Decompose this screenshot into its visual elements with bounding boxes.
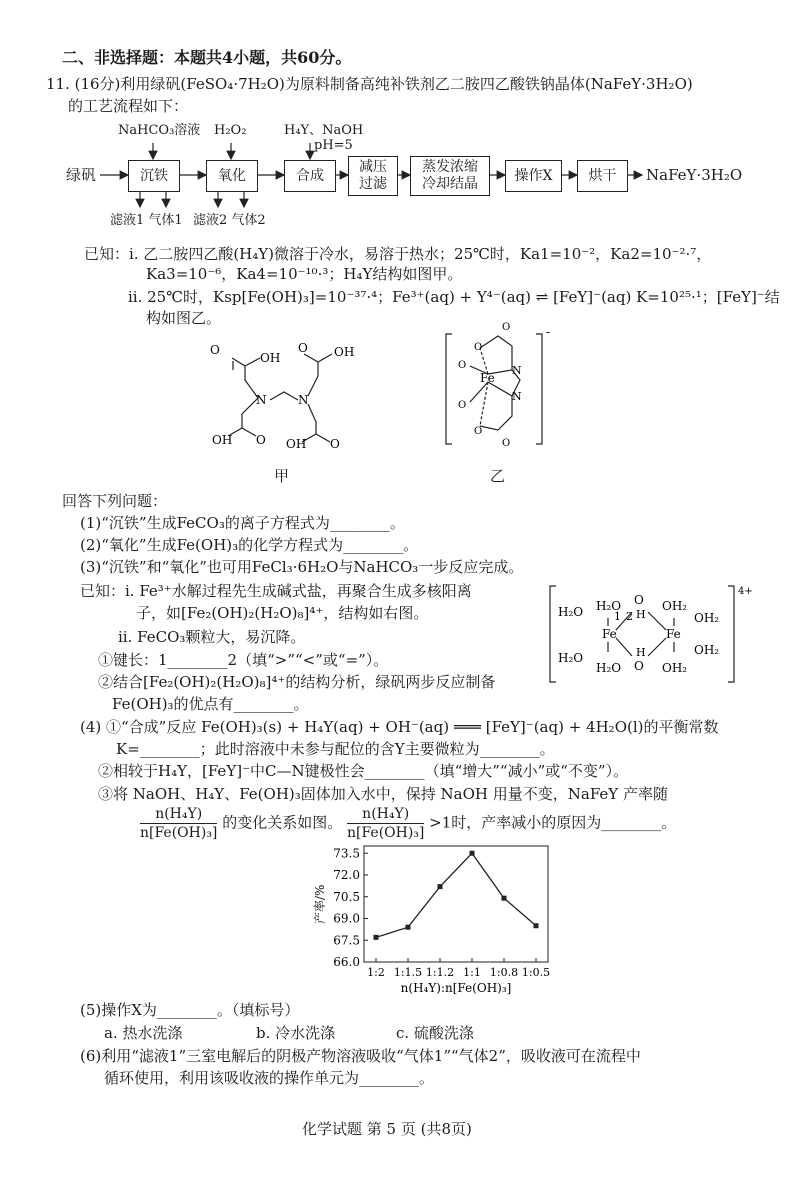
ratio-fraction-2-num: n(H₄Y) — [347, 805, 424, 824]
h4y-n-right: N — [298, 393, 309, 407]
fey-charge: - — [546, 325, 551, 339]
question-4-line4: ③将 NaOH、H₄Y、Fe(OH)₃固体加入水中，保持 NaOH 用量不变，NaFeY 产率随 — [98, 785, 668, 803]
flow-step-operation-x-label: 操作X — [514, 167, 553, 184]
flow-output-filtrate1-gas1: 滤液1 气体1 — [110, 213, 183, 228]
h4y-n-left: N — [256, 393, 267, 407]
flow-reagent-h2o2: H₂O₂ — [214, 123, 247, 138]
chart-data-point — [502, 896, 507, 901]
flow-step-vacuum-filter-line2: 过滤 — [359, 176, 387, 192]
chart-data-point — [534, 923, 539, 928]
figure-label-yi: 乙 — [490, 467, 506, 485]
question-2: (2)“氧化”生成Fe(OH)₃的化学方程式为________。 — [80, 536, 419, 554]
question-5-option-b: b. 冷水洗涤 — [256, 1024, 336, 1042]
flow-start-material: 绿矾 — [66, 166, 97, 184]
chart-x-axis-label: n(H₄Y):n[Fe(OH)₃] — [400, 981, 512, 995]
question-3: (3)“沉铁”和“氧化”也可用FeCl₃·6H₂O与NaHCO₃一步反应完成。 — [80, 558, 524, 576]
fey-o-1: O — [474, 342, 483, 353]
question-3-known-line3: ii. FeCO₃颗粒大，易沉降。 — [118, 628, 306, 646]
structure-h4y — [200, 340, 380, 450]
chart-x-tick-label: 1:0.8 — [489, 966, 519, 979]
structure-fey-complex — [440, 316, 560, 454]
page-footer: 化学试题 第 5 页 (共8页) — [302, 1120, 472, 1138]
fe2-h2o-3: H₂O — [558, 651, 584, 665]
fe2-h2o-1: H₂O — [558, 605, 584, 619]
chart-x-tick-label: 1:1 — [463, 966, 481, 979]
chart-x-tick-label: 1:2 — [367, 966, 385, 979]
h4y-oh-3: OH — [334, 345, 355, 359]
known-ii-line1: ii. 25℃时，Ksp[Fe(OH)₃]=10⁻³⁷·⁴；Fe³⁺(aq) + Y⁴⁻(aq) ⇌ [FeY]⁻(aq) K=10²⁵·¹；[FeY]⁻结 — [128, 288, 780, 306]
question-3-known-line1: 已知：i. Fe³⁺水解过程先生成碱式盐，再聚合生成多核阳离 — [80, 582, 472, 600]
fe2-h-bottom: H — [636, 646, 646, 659]
fe2-oh2-1: OH₂ — [662, 599, 688, 613]
question-4-line5-text-b: >1时，产率减小的原因为________。 — [429, 813, 677, 832]
fe2-h-top: H — [636, 608, 646, 621]
ratio-fraction-2 — [347, 805, 424, 842]
fey-o-bottom: O — [502, 438, 511, 449]
flow-step-synthesize — [284, 160, 336, 192]
flow-step-dry-label: 烘干 — [588, 167, 617, 184]
flow-product: NaFeY·3H₂O — [646, 166, 743, 184]
known-ii-line2: 构如图乙。 — [146, 309, 222, 327]
chart-y-tick-label: 72.0 — [333, 868, 360, 882]
flow-step-synthesize-label: 合成 — [296, 167, 324, 184]
question-4-line2: K=________；此时溶液中未参与配位的含Y主要微粒为________。 — [116, 740, 555, 758]
flow-reagent-nahco3: NaHCO₃溶液 — [118, 123, 201, 138]
flow-step-precipitate-label: 沉铁 — [140, 167, 168, 184]
chart-data-point — [374, 935, 379, 940]
question-1: (1)“沉铁”生成FeCO₃的离子方程式为________。 — [80, 514, 405, 532]
chart-y-tick-label: 67.5 — [333, 933, 360, 948]
figure-label-jia: 甲 — [274, 467, 290, 485]
fe2-o-top: O — [634, 593, 644, 607]
question-6-line1: (6)利用“滤液1”三室电解后的阴极产物溶液吸收“气体1”“气体2”，吸收液可在流程中 — [80, 1047, 641, 1065]
fe2-h2o-4: H₂O — [596, 661, 622, 675]
flow-step-vacuum-filter-line1: 减压 — [359, 159, 387, 175]
fey-n-1: N — [512, 364, 522, 377]
q11-intro-line2: 的工艺流程如下： — [68, 97, 189, 115]
fe2-fe-right: Fe — [666, 627, 681, 641]
question-3-sub2-line2: Fe(OH)₃的优点有________。 — [112, 695, 309, 713]
fe2-o-bottom: O — [634, 659, 644, 673]
question-5-option-c: c. 硫酸洗涤 — [396, 1024, 474, 1042]
answer-prompt: 回答下列问题： — [62, 492, 168, 510]
question-4-line1: (4) ①“合成”反应 Fe(OH)₃(s) + H₄Y(aq) + OH⁻(aq) ═══ [FeY]⁻(aq) + 4H₂O(l)的平衡常数 — [80, 718, 719, 736]
question-4-line5 — [140, 805, 676, 842]
chart-frame — [364, 846, 548, 962]
chart-y-axis-label: 产率/% — [313, 884, 327, 924]
question-3-sub1: ①键长：1________2（填“>”“<”或“=”）。 — [98, 651, 389, 669]
chart-y-tick-label: 73.5 — [333, 846, 360, 861]
h4y-o-3: O — [298, 341, 308, 355]
chart-data-point — [406, 925, 411, 930]
ratio-fraction-1-num: n(H₄Y) — [140, 805, 217, 824]
fey-fe: Fe — [480, 371, 495, 385]
ratio-fraction-1 — [140, 805, 217, 842]
known-i-line1: 已知：i. 乙二胺四乙酸(H₄Y)微溶于冷水，易溶于热水；25℃时，Ka1=10⁻²，Ka2=10⁻²·⁷， — [84, 245, 712, 263]
fey-o-top: O — [502, 322, 511, 333]
yield-chart — [290, 842, 570, 1000]
h4y-o-4: O — [330, 437, 340, 450]
flow-step-evaporate-line2: 冷却结晶 — [422, 176, 478, 192]
chart-x-tick-label: 1:0.5 — [521, 966, 551, 979]
flow-reagent-h4y-naoh: H₄Y、NaOH — [284, 123, 364, 138]
flow-reagent-ph: pH=5 — [314, 138, 353, 153]
flow-step-evaporate-crystallize — [410, 156, 490, 196]
fey-o-4: O — [474, 426, 483, 437]
fe2-oh2-3: OH₂ — [694, 643, 720, 657]
fey-n-2: N — [512, 390, 522, 403]
question-3-known-line2: 子，如[Fe₂(OH)₂(H₂O)₈]⁴⁺，结构如右图。 — [136, 604, 429, 622]
h4y-o-1: O — [210, 343, 220, 357]
flow-output-filtrate2-gas2: 滤液2 气体2 — [193, 213, 266, 228]
fe2-h2o-2: H₂O — [596, 599, 622, 613]
structure-fe2-dimer — [548, 580, 774, 688]
ratio-fraction-1-den: n[Fe(OH)₃] — [140, 825, 218, 841]
chart-x-tick-label: 1:1.2 — [425, 966, 455, 979]
chart-x-tick-label: 1:1.5 — [393, 966, 423, 979]
chart-y-tick-label: 70.5 — [333, 889, 360, 904]
flow-step-oxidize — [206, 160, 258, 192]
fey-o-2: O — [458, 360, 467, 371]
chart-y-tick-label: 69.0 — [333, 911, 360, 926]
fe2-oh2-2: OH₂ — [694, 611, 720, 625]
chart-data-point — [438, 884, 443, 889]
chart-y-tick-label: 66.0 — [333, 955, 360, 969]
fe2-bond-label-1: 1 — [614, 610, 621, 623]
fey-o-3: O — [458, 400, 467, 411]
ratio-fraction-2-den: n[Fe(OH)₃] — [346, 825, 425, 841]
chart-data-point — [470, 851, 475, 856]
fe2-charge: 4+ — [738, 586, 753, 597]
fe2-oh2-4: OH₂ — [662, 661, 688, 675]
fe2-bond-label-2: 2 — [626, 610, 633, 623]
h4y-oh-4: OH — [286, 437, 307, 450]
h4y-oh-2: OH — [212, 433, 233, 447]
q11-intro-line1: 11. (16分)利用绿矾(FeSO₄·7H₂O)为原料制备高纯补铁剂乙二胺四乙酸铁钠晶体(NaFeY·3H₂O) — [46, 75, 693, 93]
flow-step-dry — [577, 160, 628, 192]
flow-step-oxidize-label: 氧化 — [218, 167, 246, 184]
flow-step-vacuum-filter — [348, 156, 398, 196]
question-3-sub2-line1: ②结合[Fe₂(OH)₂(H₂O)₈]⁴⁺的结构分析，绿矾两步反应制备 — [98, 673, 496, 691]
question-5: (5)操作X为________。（填标号） — [80, 1001, 300, 1019]
flow-step-evaporate-line1: 蒸发浓缩 — [422, 159, 478, 175]
question-5-option-a: a. 热水洗涤 — [104, 1024, 183, 1042]
question-4-line3: ②相较于H₄Y，[FeY]⁻中C—N键极性会________（填“增大”“减小”或“不变”）。 — [98, 762, 629, 780]
question-4-line5-text-a: 的变化关系如图。 — [222, 813, 343, 832]
known-i-line2: Ka3=10⁻⁶，Ka4=10⁻¹⁰·³；H₄Y结构如图甲。 — [146, 265, 463, 283]
section-heading: 二、非选择题：本题共4小题，共60分。 — [62, 48, 352, 67]
question-6-line2: 循环使用，利用该吸收液的操作单元为________。 — [104, 1069, 435, 1087]
fe2-fe-left: Fe — [602, 627, 617, 641]
h4y-oh-1: OH — [260, 351, 281, 365]
flow-step-precipitate — [128, 160, 180, 192]
flow-step-operation-x — [505, 160, 562, 192]
chart-series-line — [376, 853, 536, 937]
h4y-o-2: O — [256, 433, 266, 447]
